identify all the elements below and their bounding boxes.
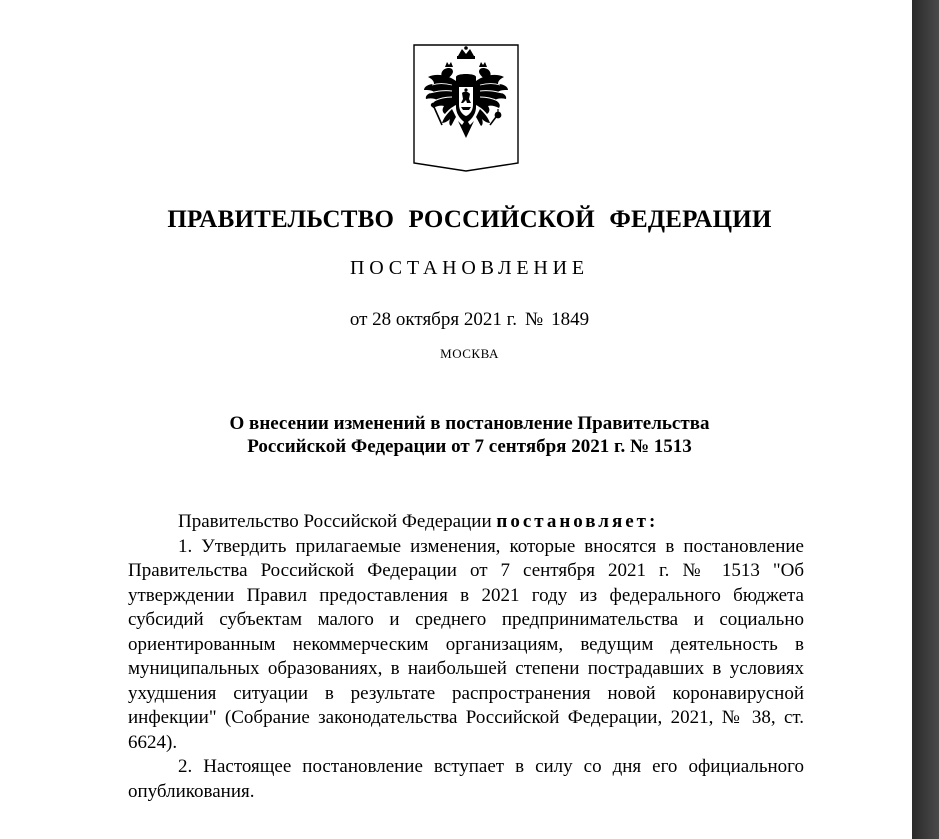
document-number: 1849 <box>551 309 590 330</box>
preamble <box>128 510 804 535</box>
document-date: от 28 октября 2021 г. <box>349 309 517 330</box>
document-body <box>128 510 804 804</box>
clause-2: 2. Настоящее постановление вступает в силу со дня его официального опубликования. <box>128 756 804 802</box>
document-type-heading: ПОСТАНОВЛЕНИЕ <box>350 257 589 279</box>
clause-1: 1. Утвердить прилагаемые изменения, которые вносятся в постановление Правительства Российской Федерации от 7 сентября 2021 г. № 1513 "Об утверждении Правил предоставления в 2021 году из федерального бюджета субсидий субъектам малого и среднего предпринимательства и социально ориентированным некоммерческим организациям, ведущим деятельность в муниципальных образованиях, в наибольшей степени пострадавших в условиях ухудшения ситуации в результате распространения новой коронавирусной инфекции" (Собрание законодательства Российской Федерации, 2021, № 38, ст. 6624). <box>128 535 804 753</box>
number-sign: № <box>525 309 544 330</box>
issuing-authority-title: ПРАВИТЕЛЬСТВО РОССИЙСКОЙ ФЕДЕРАЦИИ <box>167 206 772 233</box>
document-date-and-number <box>0 309 939 331</box>
subject-line: Российской Федерации от 7 сентября 2021 г. № 1513 <box>247 436 692 457</box>
preamble-intro: Правительство Российской Федерации <box>178 511 497 532</box>
document-subject <box>0 412 939 458</box>
coat-of-arms-emblem <box>412 43 520 173</box>
double-headed-eagle-icon <box>412 43 520 173</box>
preamble-verb: постановляет: <box>496 511 659 532</box>
subject-line: О внесении изменений в постановление Правительства <box>229 413 710 434</box>
viewer-scroll-area[interactable] <box>912 0 939 839</box>
document-city: МОСКВА <box>440 346 499 361</box>
